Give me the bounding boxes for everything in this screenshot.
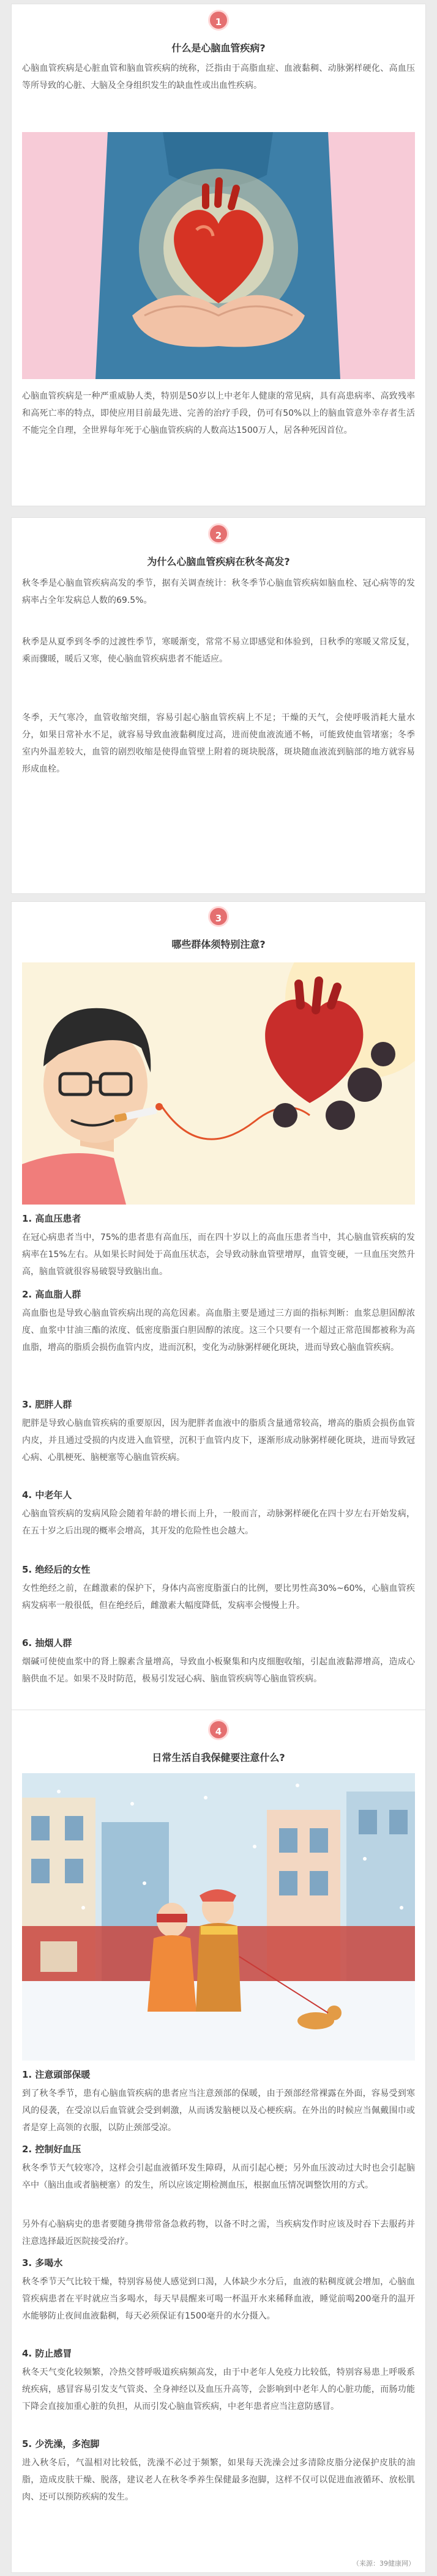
paragraph: 到了秋冬季节，患有心脑血管疾病的患者应当注意颈部的保暖，由于颈部经常裸露在外面，容易受到寒风的侵袭，在受凉以后血管就会受到刺激，从而诱发脑梗以及心梗疾病。在外出的时候应当佩戴围巾或者是穿上高领的衣服，以防止颈部受凉。 bbox=[22, 2089, 415, 2133]
section-number-badge: 2 bbox=[208, 523, 229, 544]
paragraph: 心脑血管疾病是一种严重威胁人类，特别是50岁以上中老年人健康的常见病，具有高患病率、高致残率和高死亡率的特点，即使应用目前最先进、完善的治疗手段，仍可有50%以上的脑血管意外幸存者生活不能完全自理，全世界每年死于心脑血管疾病的人数高达1500万人，居各种死因首位。 bbox=[22, 391, 415, 435]
section-number-badge: 3 bbox=[208, 906, 229, 927]
section-number-badge: 4 bbox=[208, 1719, 229, 1740]
group-title: 5. 绝经后的女性 bbox=[22, 1564, 91, 1575]
section-title: 什么是心脑血管疾病? bbox=[171, 42, 266, 54]
paragraph: 肥胖是导致心脑血管疾病的重要原因，因为肥胖者血液中的脂质含量通常较高，增高的脂质会损伤血管内皮，并且通过受损的内皮进入血管壁，沉积于血管内皮下，逐渐形成动脉粥样硬化斑块，进而导致冠心病、心肌梗死、脑梗塞等心脑血管疾病。 bbox=[22, 1419, 415, 1463]
tip-title: 3. 多喝水 bbox=[22, 2257, 63, 2268]
illustration-smoker-heart bbox=[22, 962, 415, 1205]
section-title: 日常生活自我保健要注意什么? bbox=[152, 1752, 285, 1763]
tip-title: 2. 控制好血压 bbox=[22, 2144, 81, 2155]
group-title: 4. 中老年人 bbox=[22, 1489, 72, 1500]
paragraph: 在冠心病患者当中，75%的患者患有高血压，而在四十岁以上的高血压患者当中，其心脑血管疾病的发病率在15%左右。从如果长时间处于高血压状态，会导致动脉血管壁增厚，血管变硬，一旦血压突然升高，脑血管就很容易破裂导致脑出血。 bbox=[22, 1233, 415, 1277]
tip-title: 4. 防止感冒 bbox=[22, 2348, 72, 2359]
section-title: 哪些群体须特别注意? bbox=[171, 939, 266, 950]
group-title: 3. 肥胖人群 bbox=[22, 1399, 72, 1410]
paragraph: 冬季，天气寒冷，血管收缩突细，容易引起心脑血管疾病上不足；干燥的天气，会使呼吸消耗大量水分，如果日常补水不足，就容易导致血液黏稠度过高，进而使血液流通不畅，可能致使血管堵塞；冬季室内外温差较大，血管的剧烈收缩是使得血管壁上附着的斑块脱落，斑块随血液流到脑部的地方就容易形成血栓。 bbox=[22, 713, 415, 774]
tip-title: 5. 少洗澡，多泡脚 bbox=[22, 2438, 100, 2449]
paragraph: 心脑血管疾病是心脏血管和脑血管疾病的统称，泛指由于高脂血症、血液黏稠、动脉粥样硬化、高血压等所导致的心脏、大脑及全身组织发生的缺血性或出血性疾病。 bbox=[22, 64, 415, 90]
group-title: 6. 抽烟人群 bbox=[22, 1637, 72, 1648]
paragraph: 高血脂也是导致心脑血管疾病出现的高危因素。高血脂主要是通过三方面的指标判断：血浆总胆固醇浓度、血浆中甘油三酯的浓度、低密度脂蛋白胆固醇的浓度。这三个只要有一个超过正常范围都被称为高血脂，增高的脂质会损伤血管内皮，进而沉积，变化为动脉粥样硬化斑块，进而导致心脑血管疾病。 bbox=[22, 1308, 415, 1353]
group-title: 2. 高血脂人群 bbox=[22, 1289, 81, 1300]
paragraph: 烟碱可使使血浆中的肾上腺素含量增高，导致血小板聚集和内皮细胞收缩，引起血液黏滞增高，造成心脑供血不足。如果不及时防范，极易引发冠心病、脑血管疾病等心脑血管疾病。 bbox=[22, 1657, 415, 1684]
illustration-winter-walk bbox=[22, 1773, 415, 2061]
illustration-heart-hands bbox=[22, 132, 415, 379]
paragraph: 进入秋冬后，气温相对比较低，洗澡不必过于频繁，如果每天洗澡会过多清除皮脂分泌保护皮肤的油脂，造成皮肤干燥、脱落，建议老人在秋冬季养生保健最多泡脚，这样不仅可以促进血液循环、放松肌肉、还可以预防疾病的发生。 bbox=[22, 2458, 415, 2502]
tip-title: 1. 注意頭部保暖 bbox=[22, 2069, 91, 2080]
section-title: 为什么心脑血管疾病在秋冬高发? bbox=[147, 556, 290, 567]
group-title: 1. 高血压患者 bbox=[22, 1213, 81, 1224]
paragraph: 秋冬季节天气较寒冷，这样会引起血液循环发生障碍，从而引起心梗；另外血压波动过大时也会引起脑卒中（脑出血或者脑梗塞）的发生，所以应该定期检测血压，根据血压情况调整饮用的方式。 bbox=[22, 2163, 415, 2190]
paragraph: 秋冬季是心脑血管疾病高发的季节，据有关调查统计：秋冬季节心脑血管疾病如脑血栓、冠心病等的发病率占全年发病总人数的69.5%。 bbox=[22, 578, 415, 605]
paragraph: 另外有心脑病史的患者要随身携带常备急救药物，以备不时之需，当疾病发作时应该及时吞下去服药并注意选择最近医院接受治疗。 bbox=[22, 2220, 415, 2246]
paragraph: 女性绝经之前，在雌激素的保护下，身体内高密度脂蛋白的比例，要比男性高30%~60%，心脑血管疾病发病率一般很低，但在绝经后，雌激素大幅度降低，发病率会慢慢上升。 bbox=[22, 1584, 415, 1611]
section-number-badge: 1 bbox=[208, 10, 229, 31]
paragraph: 秋冬天气变化较频繁，冷热交替呼吸道疾病频高发，由于中老年人免疫力比较低，特别容易患上呼吸系统疾病，感冒容易引发支气管炎、全身神经以及血压升高等，会影响到中老年人的心脏功能，而肠功能下降会直接加重心脏的负担，从而引发心脑血管疾病，中老年患者应当注意防感冒。 bbox=[22, 2367, 415, 2412]
source-credit: （来源：39健康网） bbox=[353, 2559, 415, 2567]
paragraph: 秋冬季节天气比较干燥，特别容易使人感觉到口渴，人体缺少水分后，血液的粘稠度就会增加，心脑血管疾病患者在平时就应当多喝水，每天早晨醒来可喝一杯温开水来稀释血液，睡觉前喝200毫升的温开水能够防止夜间血液黏稠，每天必须保证有1500毫升的水分摄入。 bbox=[22, 2277, 415, 2321]
paragraph: 心脑血管疾病的发病风险会随着年龄的增长而上升，一般而言，动脉粥样硬化在四十岁左右开始发病，在五十岁之后出现的概率会增高，其开发的危险性也会越大。 bbox=[22, 1509, 415, 1536]
paragraph: 秋季是从夏季到冬季的过渡性季节，寒暖渐变，常常不易立即感觉和体验到，日秋季的寒暖又常反复，乘而骤暖，暖后又寒，使心脑血管疾病患者不能适应。 bbox=[22, 637, 415, 664]
